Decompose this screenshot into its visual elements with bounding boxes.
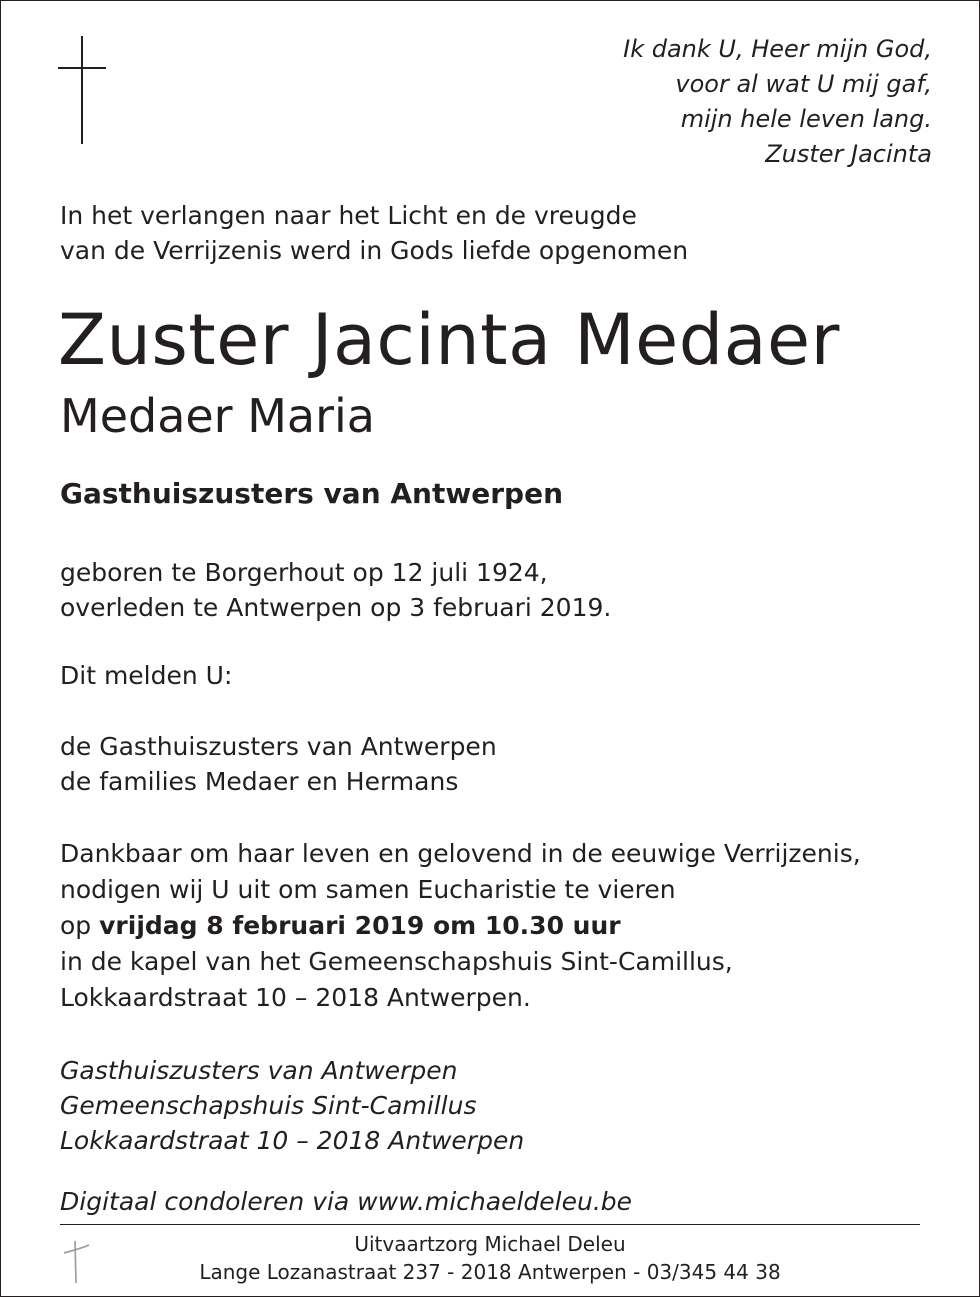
quote-line: voor al wat U mij gaf, bbox=[675, 70, 932, 98]
announcement: Dit melden U: bbox=[60, 661, 233, 690]
service-on-prefix: op bbox=[60, 911, 100, 940]
footer-divider bbox=[60, 1224, 920, 1225]
funeral-home-logo-icon bbox=[62, 1235, 92, 1285]
quote-block bbox=[512, 32, 932, 172]
correspondence-address bbox=[60, 1053, 524, 1158]
service-datetime-line bbox=[60, 908, 861, 944]
funeral-home-footer bbox=[160, 1230, 820, 1286]
quote-line: mijn hele leven lang. bbox=[680, 105, 932, 133]
birth-line: geboren te Borgerhout op 12 juli 1924, bbox=[60, 558, 548, 587]
family-line: de families Medaer en Hermans bbox=[60, 767, 459, 796]
deceased-name: Zuster Jacinta Medaer bbox=[58, 299, 840, 381]
service-line: nodigen wij U uit om samen Eucharistie te vieren bbox=[60, 875, 676, 904]
cross-icon bbox=[58, 36, 106, 144]
intro-text bbox=[60, 198, 688, 268]
civil-name: Medaer Maria bbox=[60, 389, 375, 443]
service-datetime: vrijdag 8 februari 2019 om 10.30 uur bbox=[99, 911, 621, 940]
service-details bbox=[60, 836, 861, 1016]
family-line: de Gasthuiszusters van Antwerpen bbox=[60, 732, 497, 761]
address-line: Gasthuiszusters van Antwerpen bbox=[60, 1056, 458, 1085]
family-list bbox=[60, 729, 497, 799]
intro-line: van de Verrijzenis werd in Gods liefde opgenomen bbox=[60, 236, 689, 265]
service-line: Lokkaardstraat 10 – 2018 Antwerpen. bbox=[60, 983, 531, 1012]
service-line: in de kapel van het Gemeenschapshuis Sint-Camillus, bbox=[60, 947, 733, 976]
quote-author: Zuster Jacinta bbox=[765, 140, 932, 168]
address-line: Lokkaardstraat 10 – 2018 Antwerpen bbox=[60, 1126, 525, 1155]
funeral-home-address: Lange Lozanastraat 237 - 2018 Antwerpen - 03/345 44 38 bbox=[199, 1260, 781, 1284]
quote-line: Ik dank U, Heer mijn God, bbox=[623, 35, 932, 63]
address-line: Gemeenschapshuis Sint-Camillus bbox=[60, 1091, 477, 1120]
congregation: Gasthuiszusters van Antwerpen bbox=[60, 477, 564, 510]
intro-line: In het verlangen naar het Licht en de vreugde bbox=[60, 201, 637, 230]
death-line: overleden te Antwerpen op 3 februari 2019. bbox=[60, 593, 612, 622]
funeral-home-name: Uitvaartzorg Michael Deleu bbox=[354, 1232, 626, 1256]
life-dates bbox=[60, 555, 611, 625]
service-line: Dankbaar om haar leven en gelovend in de eeuwige Verrijzenis, bbox=[60, 839, 861, 868]
condolence-link[interactable]: Digitaal condoleren via www.michaeldeleu.be bbox=[60, 1187, 633, 1216]
